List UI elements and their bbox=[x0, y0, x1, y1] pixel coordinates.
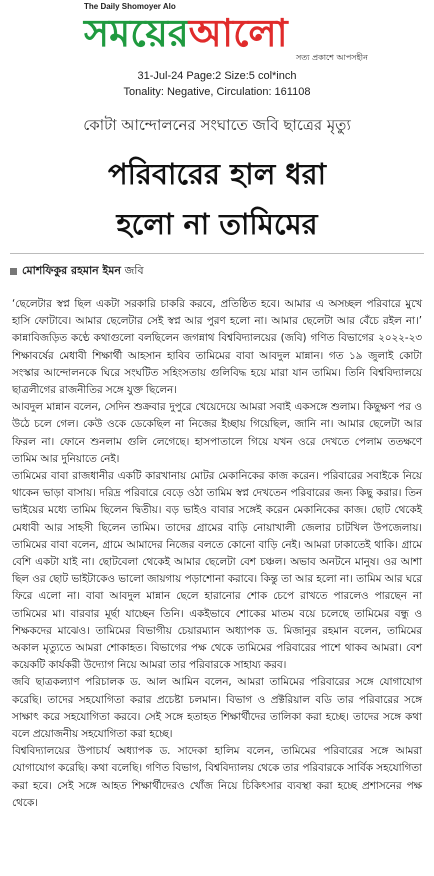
masthead-slogan: সত্য প্রকাশে আপসহীন bbox=[296, 53, 368, 62]
article-kicker: কোটা আন্দোলনের সংঘাতে জবি ছাত্রের মৃত্যু bbox=[83, 116, 351, 134]
newspaper-logo bbox=[84, 10, 366, 56]
article-paragraph: ‘ছেলেটার স্বপ্ন ছিল একটা সরকারি চাকরি করবে, প্রতিষ্ঠিত হবে। আমার এ অসচ্ছল পরিবারে মুখে হাসি ফোটাবে। আমার ছেলেটার সেই স্বপ্ন আর পুরণ হলো না। আমার ছেলেটা আর বেঁচে রইল না।’ কান্নাবিজড়িত কণ্ঠে কথাগুলো বলছিলেন জগন্নাথ বিশ্ববিদ্যালয়ের (জবি) গণিত বিভাগের ২০২২-২৩ শিক্ষাবর্ষের মেধাবী শিক্ষার্থী আহসান হাবিব তামিমের বাবা আবদুল মান্নান। গত ১৯ জুলাই কোটা সংস্কার আন্দোলনকে ঘিরে সংঘটিত সহিংসতায় গুলিবিদ্ধ হয়ে মারা যান তামিম। তিনি বিশ্ববিদ্যালয়ে ছাত্রলীগের রাজনীতির সঙ্গে যুক্ত ছিলেন। bbox=[12, 298, 422, 397]
byline-square-icon bbox=[10, 268, 17, 275]
byline bbox=[10, 262, 144, 281]
article-paragraph: তামিমের বাবা রাজধানীর একটি কারখানায় মোটর মেকানিকের কাজ করেন। পরিবারের সবাইকে নিয়ে থাকেন ভাড়া বাসায়। দরিদ্র পরিবারে বেড়ে ওঠা তামিম স্বপ্ন দেখতেন পরিবারের জন্য কিছু করার। তিন ভাইয়ের মধ্যে তামিম ছিলেন দ্বিতীয়। বড় ভাইও বাবার সঙ্গেই করেন মেকানিকের কাজ। ছোট থেকেই মেধাবী আর সাহসী ছিলেন তামিম। তাদের গ্রামের বাড়ি নোয়াখালী জেলার চাটখিল উপজেলায়। তামিমের বাবা বলেন, গ্রামে আমাদের নিজের বলতে কোনো বাড়ি নেই। আমরা ঢাকাতেই থাকি। গ্রামে বেশি একটা যাই না। ছোটবেলা থেকেই আমার ছেলেটা বেশ চঞ্চল। অভাব অনটনে মানুষ। ওর আশা ছিল ওর ছোট ভাইটাকেও ভালো জায়গায় পড়াশোনা করাবে। কিন্তু তা আর হলো না। তামিম আর ঘরে ফিরে এলো না। বাবা আবদুল মান্নান ছেলে হারানোর শোক চেপে রাখতে পারলেও পারছেন না তামিমের মা। বারবার মূর্ছা যাচ্ছেন তিনি। একইভাবে শোকের মাতম বয়ে চলেছে তামিমের বন্ধু ও শিক্ষকদের মাঝেও। তামিমের বিভাগীয় চেয়ারম্যান অধ্যাপক ড. মিজানুর রহমান বলেন, তামিমের অকাল মৃত্যুতে আমরা শোকাহত। বিভাগের পক্ষ থেকে তামিমের পরিবারের পাশে থাকব আমরা। বেশ কয়েকটি কার্যকরী উদ্যোগ নিয়ে আমরা তার পরিবারকে সাহায্য করব। bbox=[12, 470, 422, 672]
byline-place: জবি bbox=[124, 264, 144, 277]
byline-divider bbox=[10, 253, 424, 254]
article-body bbox=[12, 296, 422, 812]
clip-meta-line-tonality: Tonality: Negative, Circulation: 161108 bbox=[123, 86, 311, 98]
masthead-english-name: The Daily Shomoyer Alo bbox=[84, 2, 176, 11]
newspaper-masthead bbox=[0, 0, 434, 64]
article-paragraph: জবি ছাত্রকল্যাণ পরিচালক ড. আল আমিন বলেন, আমরা তামিমের পরিবারের সঙ্গে যোগাযোগ করেছি। তাদের সহযোগিতা করার প্রচেষ্টা চলমান। বিভাগ ও প্রক্টরিয়াল বডি তার পরিবারের সঙ্গে সাক্ষাৎ করে সহযোগিতা করবে। সেই সঙ্গে হতাহত শিক্ষার্থীদের তালিকা করা হচ্ছে। তাদের সঙ্গে কথা বলে প্রয়োজনীয় সহযোগিতা করা হচ্ছে। bbox=[12, 676, 422, 741]
byline-author: মোশফিকুর রহমান ইমন bbox=[22, 264, 121, 277]
headline-line-1: পরিবারের হাল ধরা bbox=[107, 157, 327, 191]
logo-word-somoyer: সময়ের bbox=[84, 11, 189, 55]
article-paragraph: বিশ্ববিদ্যালয়ের উপাচার্য অধ্যাপক ড. সাদেকা হালিম বলেন, তামিমের পরিবারের সঙ্গে আমরা যোগাযোগ করেছি। কথা বলেছি। গণিত বিভাগ, বিশ্ববিদ্যালয় থেকে তার পরিবারকে সার্বিক সহযোগিতা করা হবে। সেই সঙ্গে আহত শিক্ষার্থীদেরও খোঁজ নিয়ে চিকিৎসার ব্যবস্থা করা হচ্ছে প্রশাসনের পক্ষ থেকে। bbox=[12, 745, 422, 809]
headline-line-2: হলো না তামিমের bbox=[116, 207, 318, 241]
clip-meta-line-date: 31-Jul-24 Page:2 Size:5 col*inch bbox=[137, 70, 297, 82]
logo-word-alo: আলো bbox=[188, 11, 288, 55]
article-paragraph: আবদুল মান্নান বলেন, সেদিন শুক্রবার দুপুরে খেয়েদেয়ে আমরা সবাই একসঙ্গে শুলাম। কিছুক্ষণ পর ও উঠে চলে গেল। কেউ ওকে ডেকেছিল না নিজের ইচ্ছায় গিয়েছিল, জানি না। আমার ছেলেটা আর ফিরল না। ফোনে শুনলাম গুলি লেগেছে। হাসপাতালে গিয়ে যখন ওরে দেখতে পেলাম ততক্ষণে তামিম আর দুনিয়াতে নেই। bbox=[12, 401, 422, 465]
